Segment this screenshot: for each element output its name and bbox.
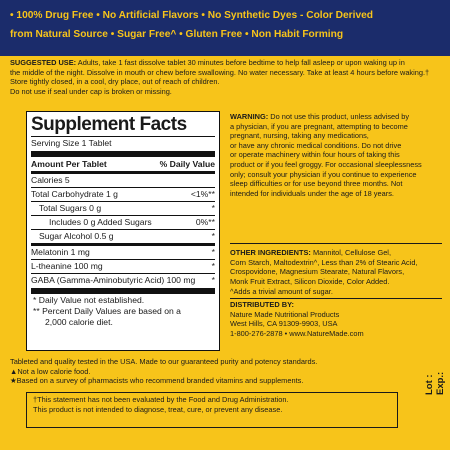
- footnote-percent-cont: 2,000 calorie diet.: [45, 317, 113, 327]
- facts-row: [31, 274, 215, 287]
- nutrient-label: Total Carbohydrate 1 g: [31, 189, 118, 199]
- nutrient-dv: *: [211, 275, 215, 285]
- ingredients-line: Corn Starch, Maltodextrin^, Less than 2% of Stearic Acid,: [230, 257, 418, 267]
- nutrient-label: GABA (Gamma-Aminobutyric Acid) 100 mg: [31, 275, 196, 285]
- serving-size-text: Serving Size 1 Tablet: [31, 138, 112, 148]
- suggested-use-line: the middle of the night. Dissolve in mouth or chew before swallowing. No water necessary. Take at least 4 hours before waking.†: [10, 67, 430, 77]
- fda-line: This product is not intended to diagnose, treat, cure, or prevent any disease.: [33, 404, 283, 414]
- nutrient-dv: *: [211, 203, 215, 213]
- distributor-contact: 1-800-276-2878 • www.NatureMade.com: [230, 328, 364, 338]
- nutrient-dv: *: [211, 261, 215, 271]
- distributor-heading: DISTRIBUTED BY:: [230, 300, 294, 309]
- warning-text: Do not use this product, unless advised by: [270, 112, 410, 121]
- facts-row: [31, 260, 215, 273]
- nutrient-dv: 0%**: [195, 217, 215, 227]
- exp-label: Exp.:: [435, 371, 446, 395]
- calories-row: [31, 174, 215, 187]
- divider: [31, 288, 215, 294]
- other-ingredients: [230, 248, 442, 286]
- fda-disclaimer-box: [26, 392, 398, 428]
- nutrient-dv: *: [211, 231, 215, 241]
- serving-size: [31, 137, 215, 150]
- nutrient-label: Includes 0 g Added Sugars: [49, 217, 152, 227]
- claims-line-2: from Natural Source • Sugar Free^ • Gluten Free • Non Habit Forming: [10, 29, 344, 40]
- nutrient-dv: *: [211, 247, 215, 257]
- nutrient-dv: <1%**: [190, 189, 215, 199]
- ingredients-line: [230, 248, 442, 258]
- warning-section: [230, 112, 442, 198]
- suggested-use-heading: SUGGESTED USE:: [10, 58, 77, 67]
- footnote-percent: ** Percent Daily Values are based on a: [33, 306, 181, 316]
- warning-line: [230, 112, 442, 122]
- storage-line: Store tightly closed, in a cool, dry place, out of reach of children.: [10, 77, 220, 87]
- tested-note: Tableted and quality tested in the USA. Made to our guaranteed purity and potency standards.: [10, 357, 318, 366]
- ingredients-line: Monk Fruit Extract, Silicon Dioxide, Color Added.: [230, 276, 390, 286]
- facts-row: [31, 246, 215, 259]
- amount-per-tablet-label: Amount Per Tablet: [31, 159, 107, 169]
- daily-value-label: % Daily Value: [159, 159, 215, 169]
- suggested-use-text: Adults, take 1 fast dissolve tablet 30 minutes before bedtime to help fall asleep or upon waking up in: [77, 58, 405, 67]
- section-divider: [230, 298, 442, 299]
- lot-exp-area: [424, 372, 446, 395]
- ingredients-line: Crospovidone, Magnesium Stearate, Natural Flavors,: [230, 267, 405, 277]
- facts-title: Supplement Facts: [31, 114, 187, 135]
- warning-line: or operate machinery within four hours of taking this: [230, 150, 400, 160]
- facts-row: [31, 202, 215, 215]
- section-divider: [230, 243, 442, 244]
- facts-row: [31, 188, 215, 201]
- lot-label: Lot :: [424, 374, 435, 395]
- ingredients-text: Mannitol, Cellulose Gel,: [312, 248, 392, 257]
- seal-line: Do not use if seal under cap is broken or missing.: [10, 86, 172, 96]
- warning-line: a physician, if you are pregnant, attempting to become: [230, 121, 408, 131]
- ingredients-heading: OTHER INGREDIENTS:: [230, 248, 311, 257]
- warning-line: or have any chronic medical conditions. Do not drive: [230, 140, 402, 150]
- suggested-use-line: [10, 58, 440, 68]
- claims-banner: [0, 0, 450, 56]
- facts-row: [31, 216, 215, 229]
- low-calorie-note: ▲Not a low calorie food.: [10, 366, 91, 376]
- footnote-dv: * Daily Value not established.: [33, 295, 145, 305]
- nutrient-label: Total Sugars 0 g: [39, 203, 102, 213]
- calories-text: Calories 5: [31, 175, 70, 185]
- nutrient-label: L-theanine 100 mg: [31, 261, 103, 271]
- bottom-notes: [10, 357, 400, 386]
- distributor-section: [230, 300, 442, 338]
- survey-note: ★Based on a survey of pharmacists who recommend branded vitamins and supplements.: [10, 376, 304, 386]
- sugar-note: ^Adds a trivial amount of sugar.: [230, 287, 333, 296]
- warning-line: pregnant, nursing, taking any medications,: [230, 131, 369, 141]
- nutrient-label: Sugar Alcohol 0.5 g: [39, 231, 114, 241]
- nutrient-label: Melatonin 1 mg: [31, 247, 90, 257]
- warning-line: product or if you feel groggy. For occasional sleeplessness: [230, 159, 422, 169]
- divider: [31, 151, 215, 157]
- facts-row: [31, 230, 215, 243]
- distributor-address: West Hills, CA 91309-9903, USA: [230, 319, 338, 329]
- claims-line-1: • 100% Drug Free • No Artificial Flavors • No Synthetic Dyes - Color Derived: [10, 10, 374, 21]
- warning-line: sleep difficulties or for use beyond three months. Not: [230, 179, 403, 189]
- fda-line: †This statement has not been evaluated by the Food and Drug Administration.: [33, 395, 289, 404]
- warning-line: only; consult your physician if you continue to experience: [230, 169, 417, 179]
- distributor-name: Nature Made Nutritional Products: [230, 309, 340, 319]
- facts-header-row: [31, 158, 215, 171]
- suggested-use: [10, 58, 440, 96]
- supplement-facts-panel: [26, 111, 220, 351]
- warning-heading: WARNING:: [230, 112, 269, 121]
- warning-line: intended for individuals under the age of 18 years.: [230, 188, 394, 198]
